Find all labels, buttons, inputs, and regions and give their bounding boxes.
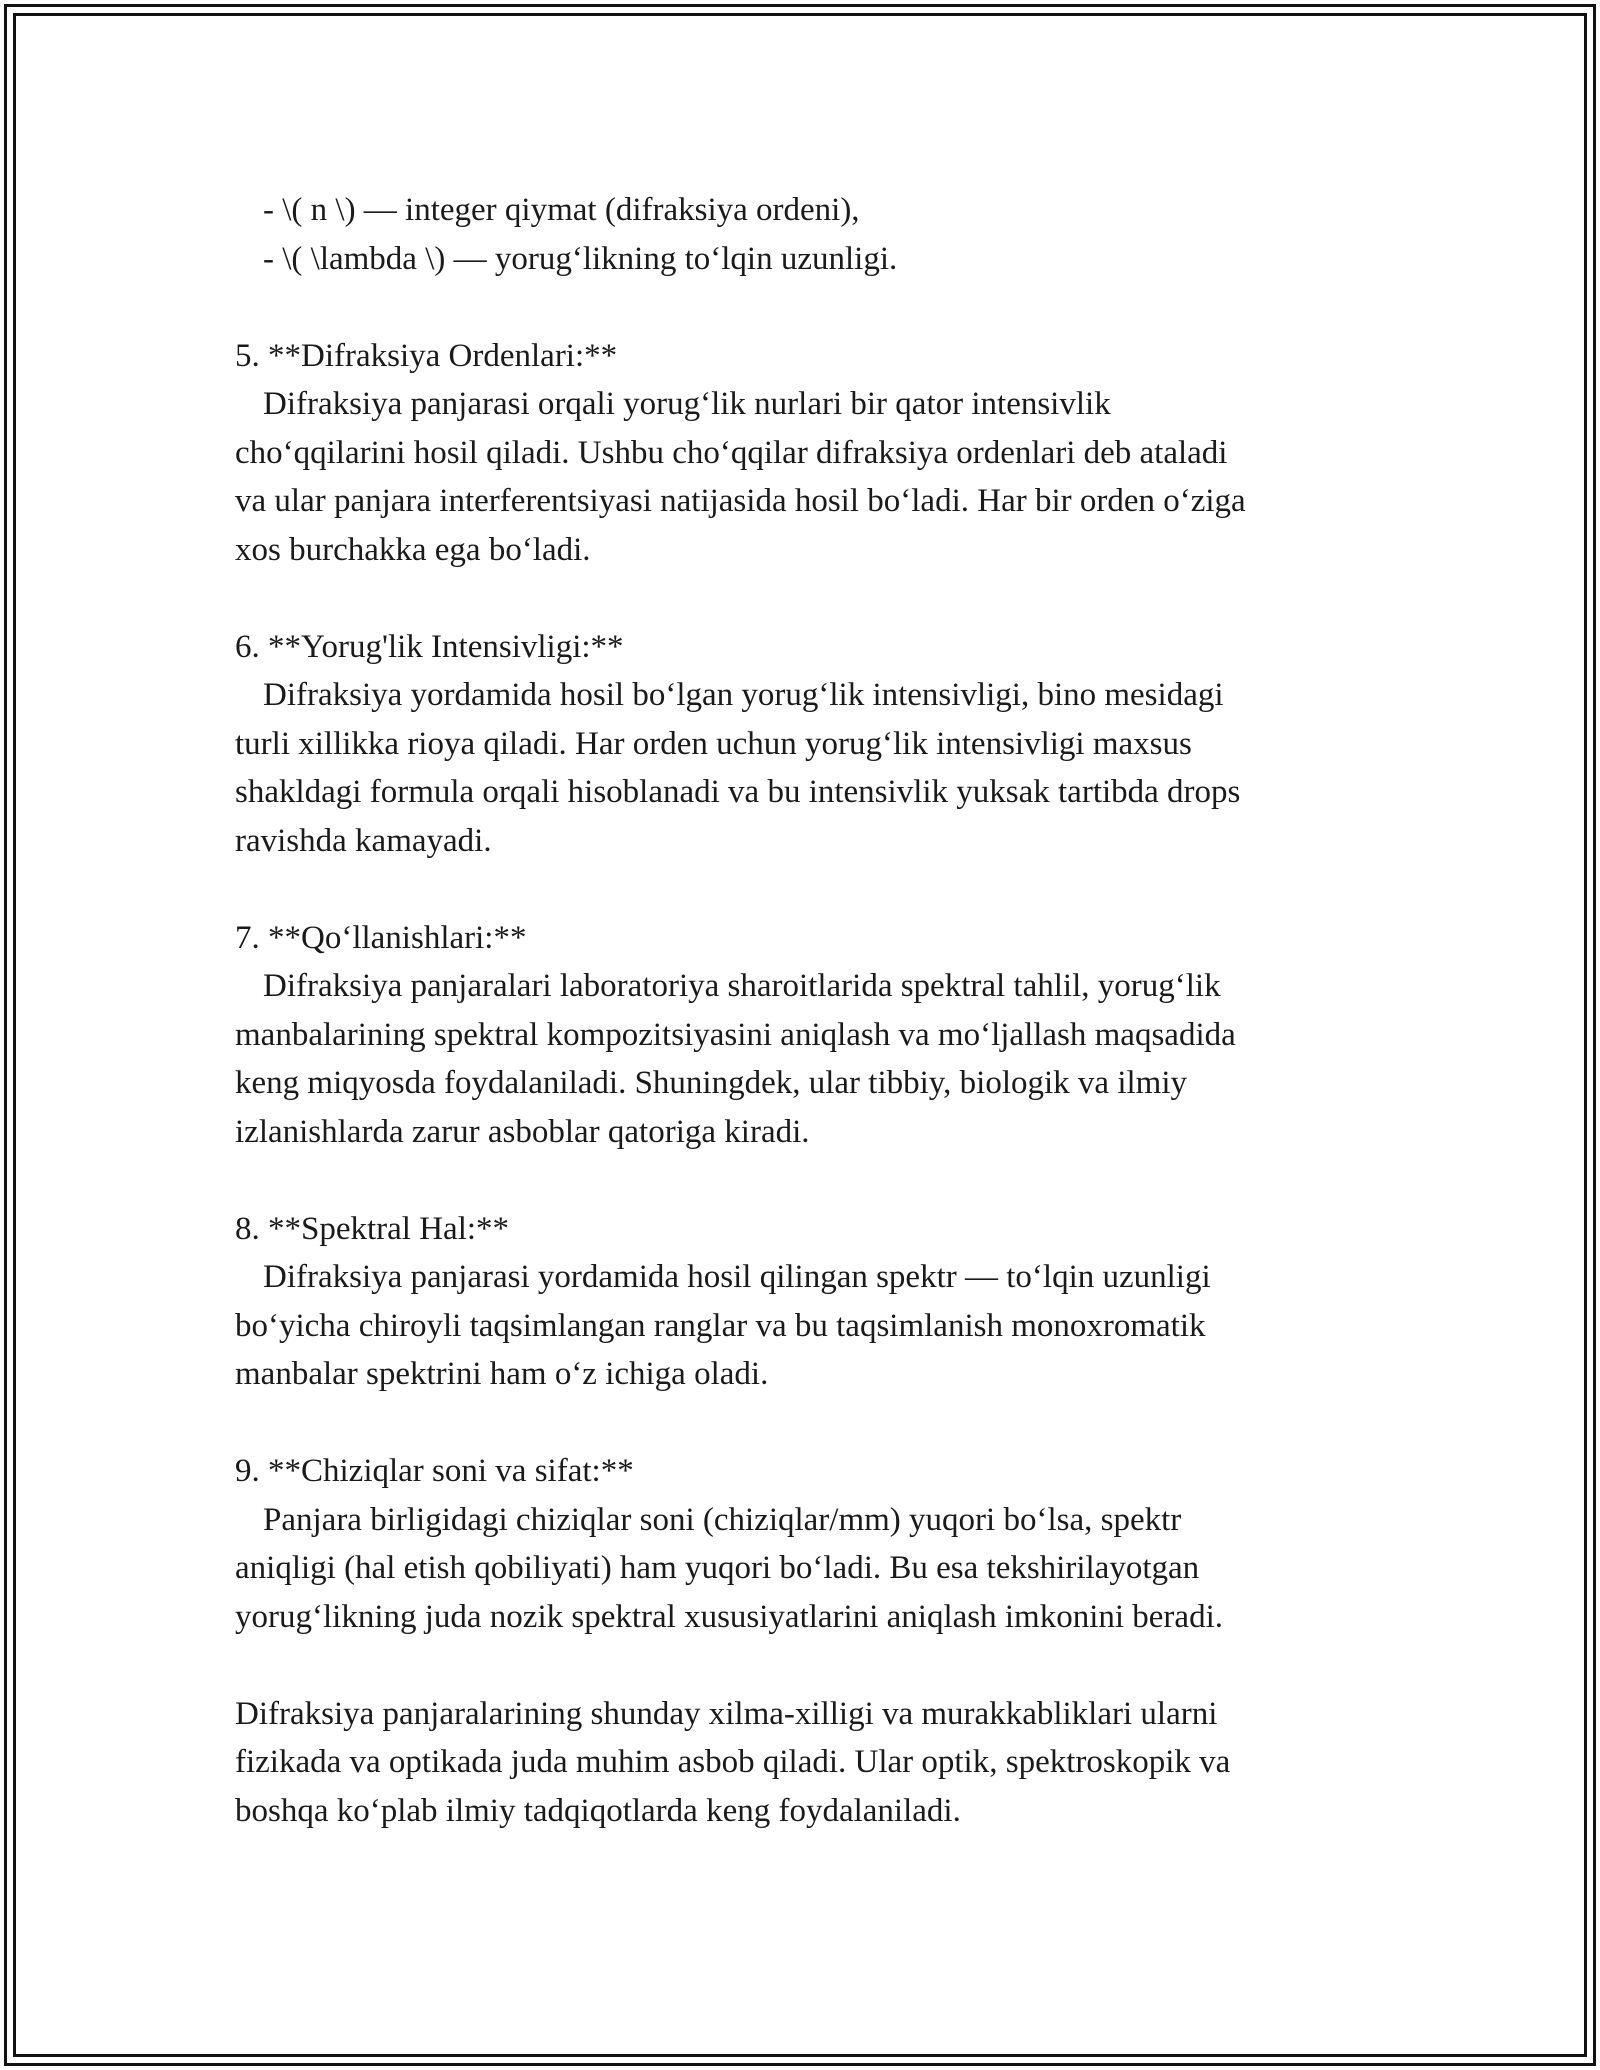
- section-line: bo‘yicha chiroyli taqsimlangan ranglar va bu taqsimlanish monoxromatik: [235, 1307, 1206, 1344]
- section-line: shakldagi formula orqali hisoblanadi va bu intensivlik yuksak tartibda drops: [235, 774, 1241, 810]
- section-line: va ular panjara interferentsiyasi natijasida hosil bo‘ladi. Har bir orden o‘ziga: [235, 483, 1246, 519]
- section-line: xos burchakka ega bo‘ladi.: [235, 531, 591, 568]
- section-line: turli xillikka rioya qiladi. Har orden uchun yorug‘lik intensivligi maxsus: [235, 725, 1192, 762]
- section-line: ravishda kamayadi.: [235, 822, 492, 859]
- section-7: [235, 914, 1395, 1157]
- section-heading: 7. **Qo‘llanishlari:**: [235, 919, 527, 956]
- section-line: Difraksiya panjarasi orqali yorug‘lik nurlari bir qator intensivlik: [263, 386, 1111, 422]
- conclusion: [235, 1690, 1395, 1836]
- section-line: izlanishlarda zarur asboblar qatoriga kiradi.: [235, 1113, 810, 1150]
- section-line: cho‘qqilarini hosil qiladi. Ushbu cho‘qqilar difraksiya ordenlari deb ataladi: [235, 434, 1228, 471]
- section-heading: 6. **Yorug'lik Intensivligi:**: [235, 628, 624, 665]
- section-6: [235, 623, 1395, 866]
- section-line: Panjara birligidagi chiziqlar soni (chiziqlar/mm) yuqori bo‘lsa, spektr: [263, 1501, 1182, 1538]
- conclusion-line: fizikada va optikada juda muhim asbob qiladi. Ular optik, spektroskopik va: [235, 1744, 1231, 1780]
- intro-item: - \( n \) — integer qiymat (difraksiya ordeni),: [263, 192, 860, 228]
- document-body: [235, 186, 1395, 1835]
- section-line: yorug‘likning juda nozik spektral xususiyatlarini aniqlash imkonini beradi.: [235, 1598, 1223, 1635]
- intro-item: - \( \lambda \) — yorug‘likning to‘lqin uzunligi.: [263, 240, 898, 277]
- section-line: Difraksiya yordamida hosil bo‘lgan yorug‘lik intensivligi, bino mesidagi: [263, 677, 1224, 713]
- conclusion-line: boshqa ko‘plab ilmiy tadqiqotlarda keng foydalaniladi.: [235, 1792, 961, 1829]
- section-heading: 5. **Difraksiya Ordenlari:**: [235, 337, 618, 374]
- section-line: aniqligi (hal etish qobiliyati) ham yuqori bo‘ladi. Bu esa tekshirilayotgan: [235, 1550, 1200, 1586]
- section-line: Difraksiya panjaralari laboratoriya sharoitlarida spektral tahlil, yorug‘lik: [263, 968, 1221, 1004]
- section-line: Difraksiya panjarasi yordamida hosil qilingan spektr — to‘lqin uzunligi: [263, 1259, 1211, 1295]
- conclusion-line: Difraksiya panjaralarining shunday xilma-xilligi va murakkabliklari ularni: [235, 1695, 1218, 1732]
- section-9: [235, 1447, 1395, 1641]
- section-heading: 9. **Chiziqlar soni va sifat:**: [235, 1453, 634, 1489]
- section-line: manbalar spektrini ham o‘z ichiga oladi.: [235, 1356, 769, 1392]
- section-5: [235, 332, 1395, 575]
- section-line: manbalarining spektral kompozitsiyasini aniqlash va mo‘ljallash maqsadida: [235, 1016, 1236, 1053]
- section-line: keng miqyosda foydalaniladi. Shuningdek, ular tibbiy, biologik va ilmiy: [235, 1065, 1187, 1101]
- section-heading: 8. **Spektral Hal:**: [235, 1210, 510, 1247]
- section-8: [235, 1205, 1395, 1399]
